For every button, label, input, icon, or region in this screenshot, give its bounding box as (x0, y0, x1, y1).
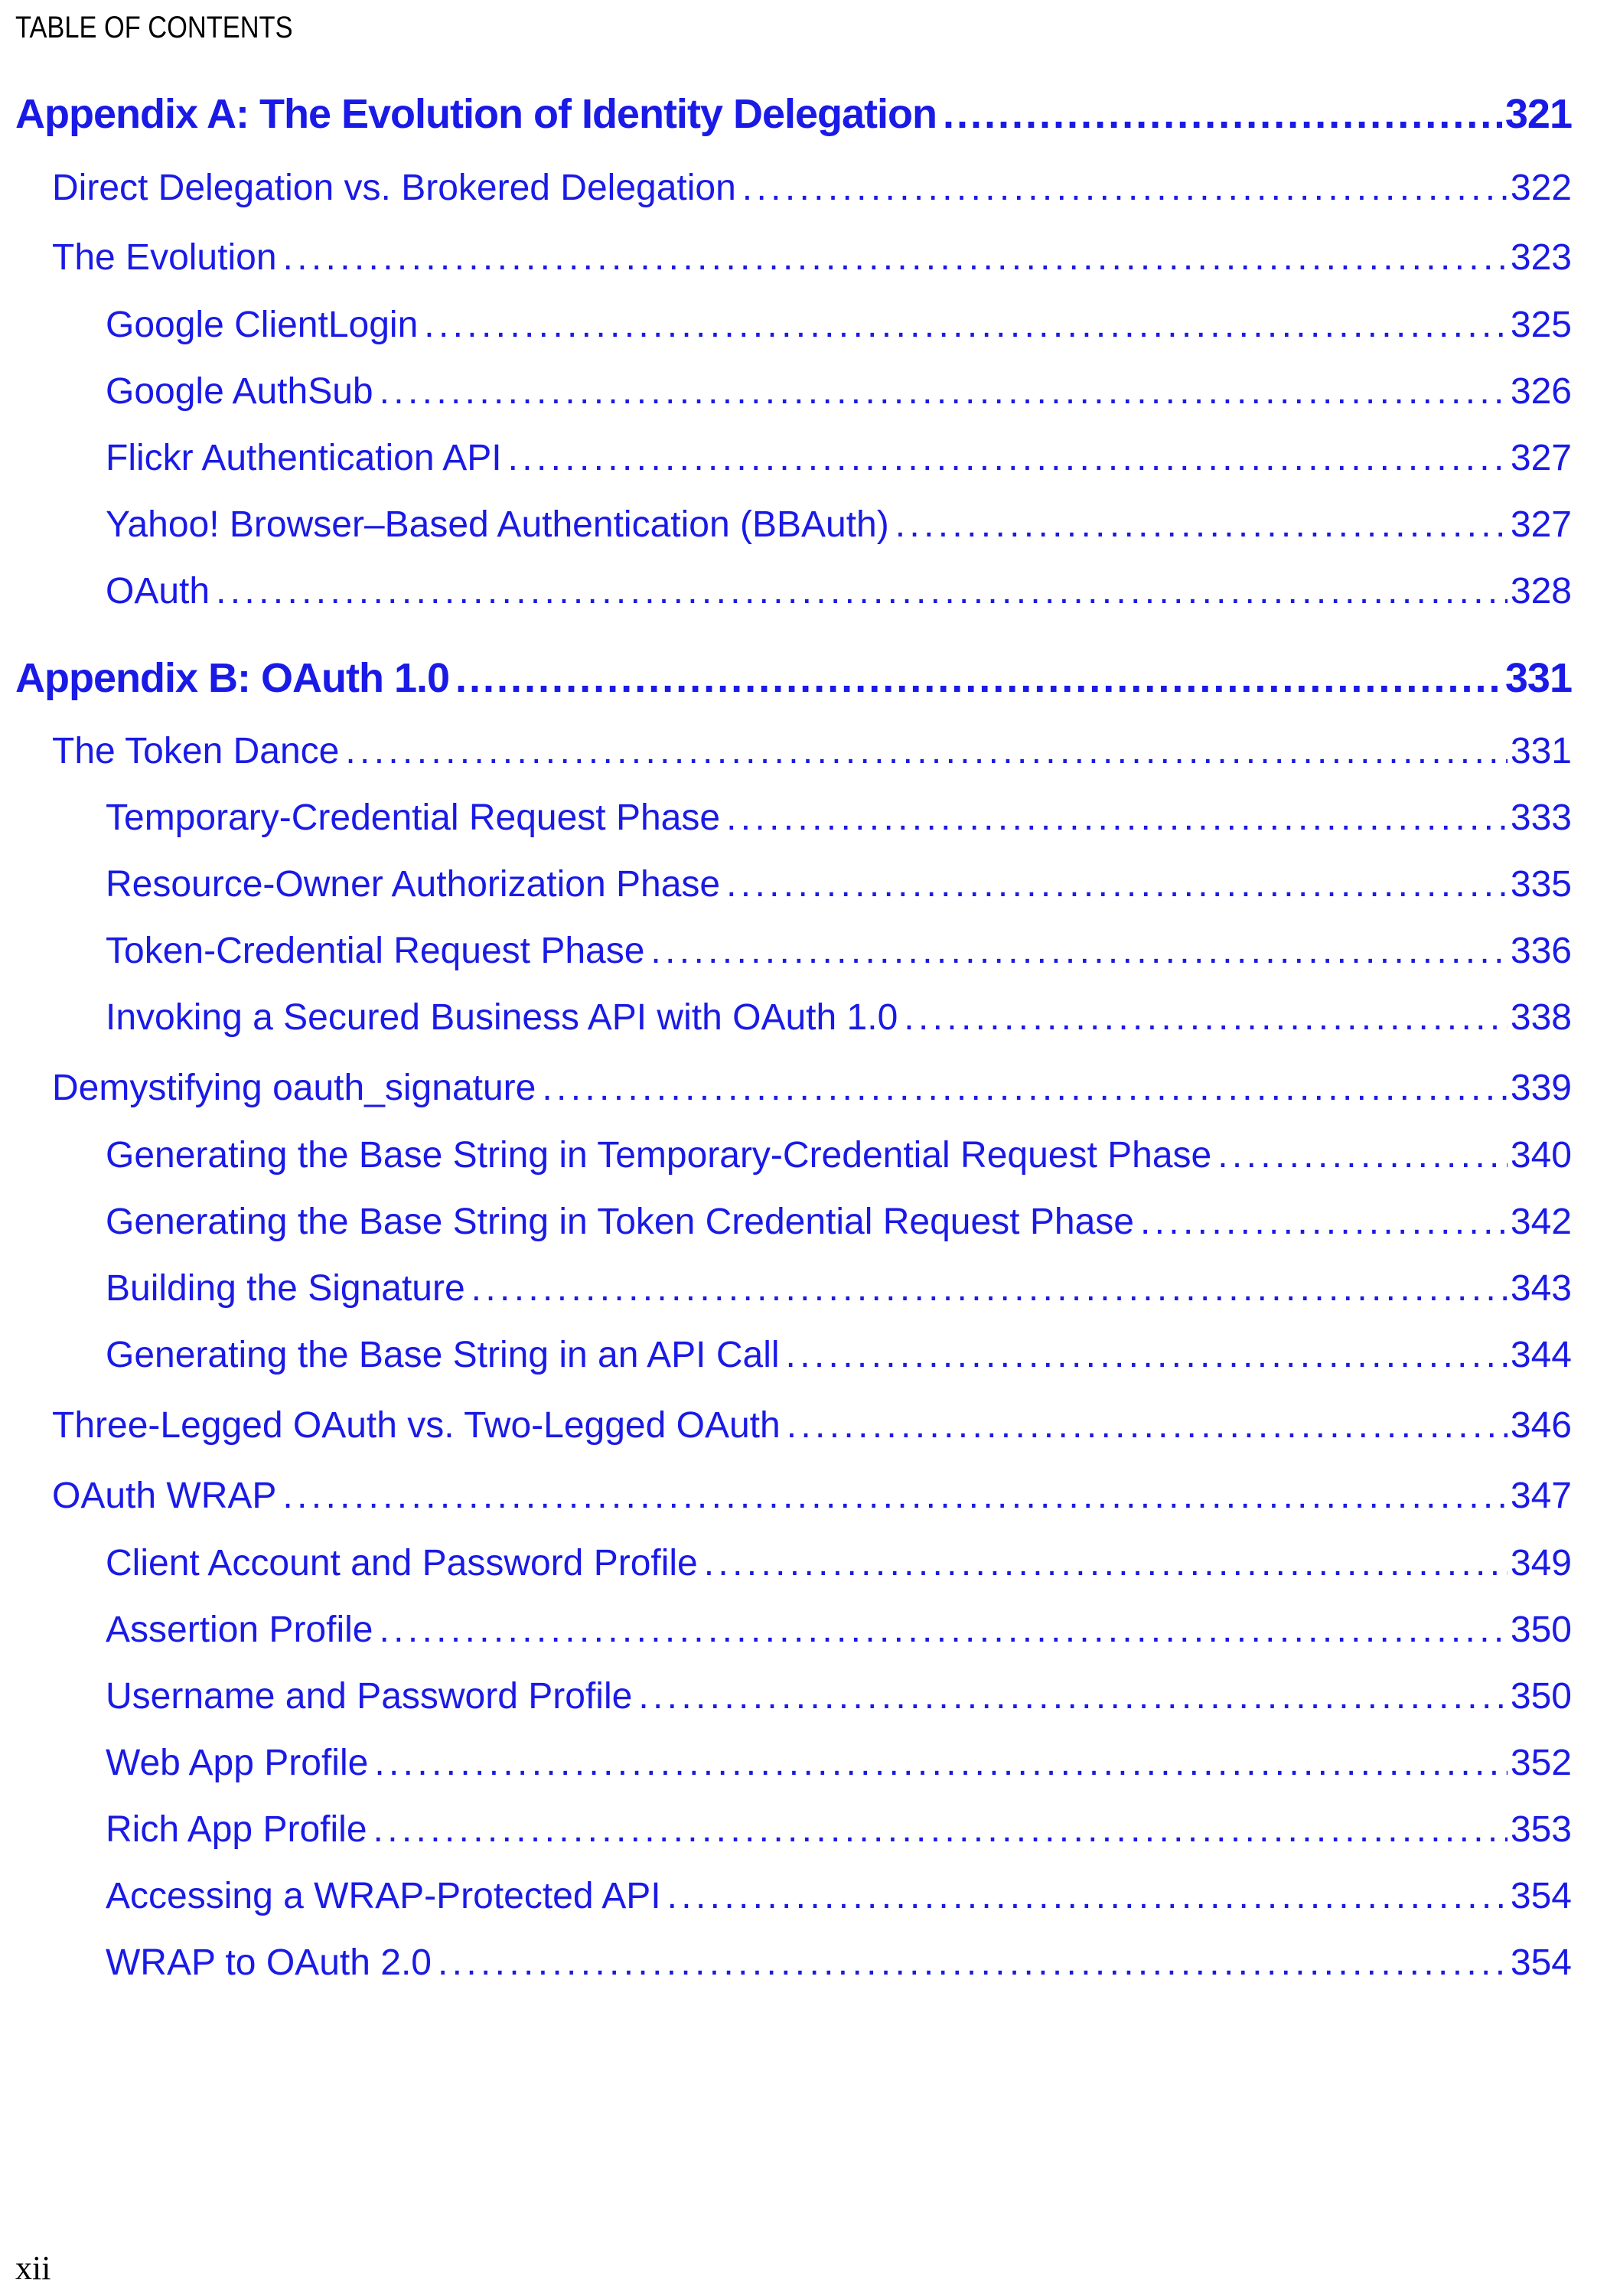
toc-entry-page: 321 (1504, 91, 1572, 137)
toc-entry-title: Resource-Owner Authorization Phase (106, 864, 721, 905)
toc-entry-page: 344 (1510, 1335, 1572, 1375)
dot-leader (638, 1675, 1508, 1717)
dot-leader (438, 1942, 1508, 1984)
dot-leader (508, 437, 1508, 479)
dot-leader (667, 1875, 1508, 1917)
toc-entry-page: 331 (1510, 731, 1572, 771)
toc-entry[interactable] (106, 1742, 1572, 1784)
dot-leader (943, 90, 1502, 138)
toc-entry-page: 353 (1510, 1809, 1572, 1850)
toc-entry[interactable] (52, 167, 1572, 209)
toc-entry[interactable] (106, 570, 1572, 612)
toc-entry[interactable] (106, 1942, 1572, 1984)
dot-leader (726, 797, 1508, 839)
toc-entry[interactable] (106, 1808, 1572, 1851)
dot-leader (895, 504, 1508, 546)
toc-entry[interactable] (106, 1542, 1572, 1584)
running-header: TABLE OF CONTENTS (15, 11, 293, 44)
toc-entry-title: Client Account and Password Profile (106, 1543, 698, 1583)
toc-entry[interactable] (106, 1875, 1572, 1917)
toc-entry-title: Direct Delegation vs. Brokered Delegation (52, 168, 736, 208)
toc-entry-title: WRAP to OAuth 2.0 (106, 1942, 432, 1983)
toc-entry[interactable] (106, 1201, 1572, 1243)
toc-entry-title: OAuth (106, 571, 210, 612)
dot-leader (542, 1067, 1508, 1109)
dot-leader (704, 1542, 1508, 1584)
toc-entry-title: Generating the Base String in Token Credential Request Phase (106, 1202, 1134, 1242)
dot-leader (471, 1267, 1508, 1309)
toc-entry-page: 350 (1510, 1609, 1572, 1650)
toc-entry-title: Assertion Profile (106, 1609, 373, 1650)
toc-entry-title: Generating the Base String in Temporary-Credential Request Phase (106, 1135, 1212, 1176)
dot-leader (787, 1404, 1508, 1446)
dot-leader (904, 996, 1508, 1039)
toc-entry-page: 336 (1510, 931, 1572, 971)
toc-entry[interactable] (106, 797, 1572, 839)
toc-entry-page: 349 (1510, 1543, 1572, 1583)
toc-entry-title: Demystifying oauth_signature (52, 1068, 536, 1108)
toc-entry-title: Three-Legged OAuth vs. Two-Legged OAuth (52, 1405, 781, 1446)
toc-entry-title: Token-Credential Request Phase (106, 931, 645, 971)
toc-entry-page: 340 (1510, 1135, 1572, 1176)
toc-entry-title: Generating the Base String in an API Call (106, 1335, 780, 1375)
toc-entry-page: 352 (1510, 1743, 1572, 1783)
toc-entry-page: 346 (1510, 1405, 1572, 1446)
toc-entry-page: 323 (1510, 237, 1572, 278)
toc-entry-page: 327 (1510, 504, 1572, 545)
toc-entry[interactable] (106, 370, 1572, 413)
dot-leader (786, 1334, 1508, 1376)
toc-entry-page: 326 (1510, 371, 1572, 412)
toc-entry[interactable] (106, 437, 1572, 479)
dot-leader (379, 1609, 1507, 1651)
toc-entry[interactable] (106, 304, 1572, 346)
toc-entry-page: 342 (1510, 1202, 1572, 1242)
toc-appendix-b[interactable] (15, 654, 1572, 702)
toc-entry-page: 322 (1510, 168, 1572, 208)
toc-entry[interactable] (106, 863, 1572, 905)
toc-entry-page: 333 (1510, 797, 1572, 838)
toc-entry-page: 327 (1510, 438, 1572, 478)
toc-entry-page: 350 (1510, 1676, 1572, 1717)
dot-leader (216, 570, 1508, 612)
toc-entry-title: The Token Dance (52, 731, 340, 771)
dot-leader (726, 863, 1508, 905)
dot-leader (742, 167, 1508, 209)
toc-entry-page: 331 (1504, 655, 1572, 701)
toc-entry[interactable] (106, 930, 1572, 972)
toc-entry[interactable] (52, 1067, 1572, 1109)
toc-entry-page: 338 (1510, 997, 1572, 1038)
toc-entry-page: 339 (1510, 1068, 1572, 1108)
toc-entry[interactable] (106, 1334, 1572, 1376)
toc-entry-title: Username and Password Profile (106, 1676, 633, 1717)
toc-entry-title: Invoking a Secured Business API with OAuth 1.0 (106, 997, 898, 1038)
toc-entry[interactable] (106, 1675, 1572, 1717)
toc-entry-title: Web App Profile (106, 1743, 369, 1783)
toc-entry[interactable] (52, 730, 1572, 772)
dot-leader (282, 1475, 1507, 1517)
toc-entry-title: Building the Signature (106, 1268, 465, 1309)
toc-entry[interactable] (106, 504, 1572, 546)
toc-entry-page: 335 (1510, 864, 1572, 905)
toc-entry-title: Appendix A: The Evolution of Identity Delegation (15, 91, 937, 137)
page-number: xii (15, 2249, 51, 2287)
toc-appendix-a[interactable] (15, 90, 1572, 138)
dot-leader (1140, 1201, 1508, 1243)
dot-leader (424, 304, 1508, 346)
toc-entry-title: The Evolution (52, 237, 277, 278)
toc-entry[interactable] (106, 1267, 1572, 1309)
toc-entry-title: Temporary-Credential Request Phase (106, 797, 721, 838)
toc-entry[interactable] (52, 236, 1572, 279)
toc-entry-page: 347 (1510, 1476, 1572, 1516)
toc-entry-title: Accessing a WRAP-Protected API (106, 1876, 661, 1916)
toc-entry-title: OAuth WRAP (52, 1476, 277, 1516)
dot-leader (374, 1742, 1508, 1784)
dot-leader (455, 654, 1502, 702)
dot-leader (1217, 1134, 1508, 1176)
toc-entry[interactable] (52, 1404, 1572, 1446)
toc-entry[interactable] (106, 1134, 1572, 1176)
toc-entry-title: Rich App Profile (106, 1809, 367, 1850)
toc-entry-page: 354 (1510, 1942, 1572, 1983)
toc-entry-title: Google ClientLogin (106, 305, 419, 345)
toc-entry-page: 354 (1510, 1876, 1572, 1916)
toc-entry-title: Google AuthSub (106, 371, 373, 412)
toc-entry-title: Flickr Authentication API (106, 438, 502, 478)
toc-entry[interactable] (52, 1475, 1572, 1517)
dot-leader (345, 730, 1508, 772)
toc-entry[interactable] (106, 996, 1572, 1039)
dot-leader (373, 1808, 1508, 1851)
toc-entry[interactable] (106, 1609, 1572, 1651)
toc-entry-page: 343 (1510, 1268, 1572, 1309)
dot-leader (650, 930, 1507, 972)
toc-entry-page: 328 (1510, 571, 1572, 612)
dot-leader (380, 370, 1508, 413)
dot-leader (283, 236, 1508, 279)
toc-entry-title: Yahoo! Browser–Based Authentication (BBAuth) (106, 504, 889, 545)
toc-entry-title: Appendix B: OAuth 1.0 (15, 655, 450, 701)
toc-entry-page: 325 (1510, 305, 1572, 345)
